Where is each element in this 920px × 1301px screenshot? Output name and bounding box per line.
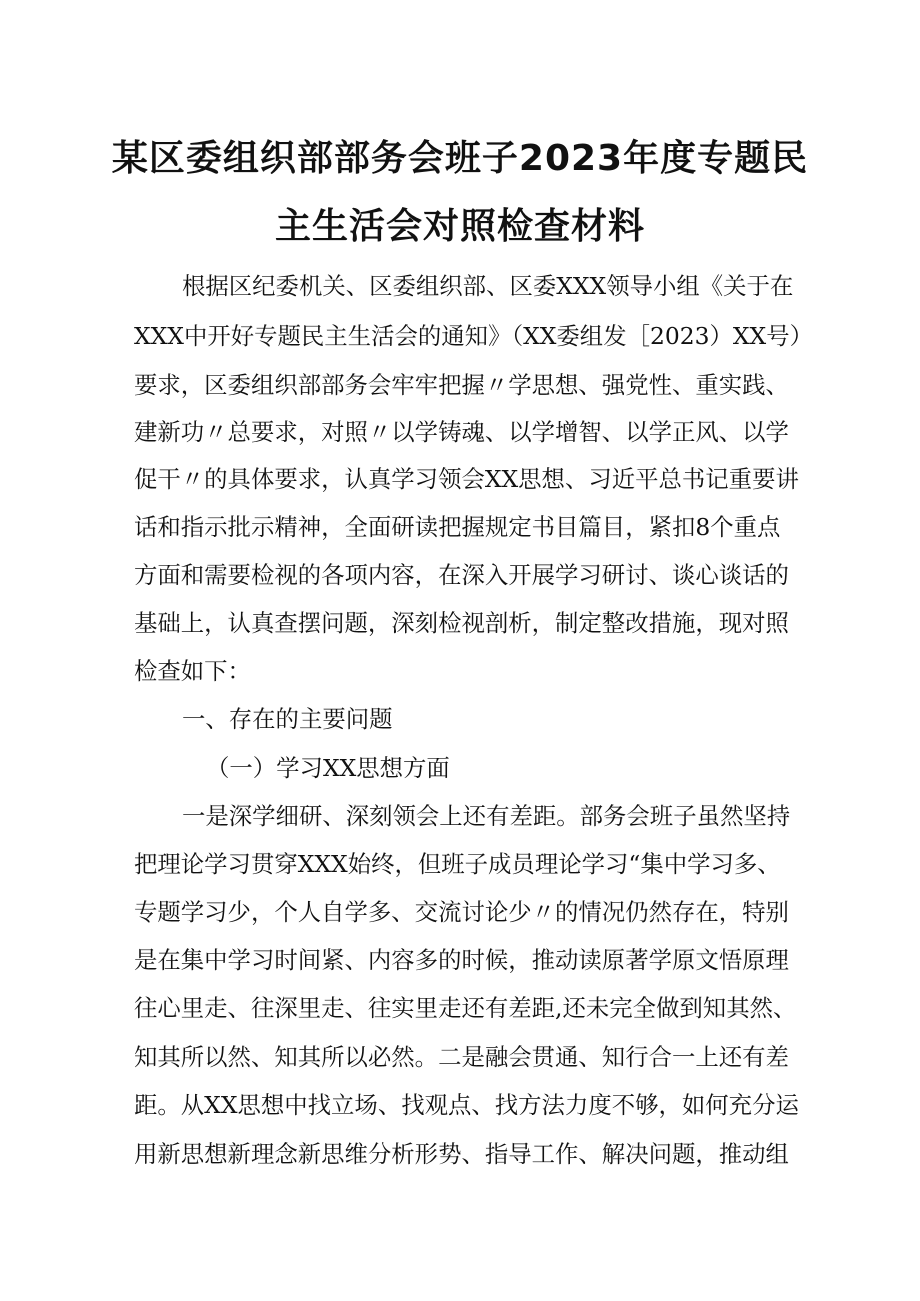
paragraph-line: 方面和需要检视的各项内容，在深入开展学习研讨、谈心谈话的	[134, 561, 789, 589]
paragraph-line: 把理论学习贯穿XXX始终，但班子成员理论学习“集中学习多、	[134, 850, 781, 878]
paragraph-line: 用新思想新理念新思维分析形势、指导工作、解决问题，推动组	[134, 1140, 789, 1168]
document-title-line-1: 某区委组织部部务会班子2023年度专题民	[111, 138, 809, 179]
paragraph-line: 话和指示批示精神，全面研读把握规定书目篇目，紧扣8个重点	[134, 513, 781, 541]
document-title-line-2: 主生活会对照检查材料	[274, 206, 645, 247]
paragraph-line: 一是深学细研、深刻领会上还有差距。部务会班子虽然坚持	[182, 802, 791, 830]
paragraph-line: 知其所以然、知其所以必然。二是融会贯通、知行合一上还有差	[134, 1043, 789, 1071]
paragraph-line: 距。从XX思想中找立场、找观点、找方法力度不够，如何充分运	[134, 1091, 799, 1119]
paragraph-line: 检查如下：	[134, 657, 251, 685]
paragraph-line: 根据区纪委机关、区委组织部、区委XXX领导小组《关于在	[182, 272, 794, 300]
section-heading: 一、存在的主要问题	[182, 705, 393, 733]
paragraph-line: 建新功〃总要求，对照〃以学铸魂、以学增智、以学正风、以学	[134, 418, 789, 446]
subsection-heading: （一）学习XX思想方面	[206, 754, 450, 782]
paragraph-line: 往心里走、往深里走、往实里走还有差距,还未完全做到知其然、	[134, 994, 797, 1022]
paragraph-line: 基础上，认真查摆问题，深刻检视剖析，制定整改措施，现对照	[134, 609, 789, 637]
paragraph-line: 是在集中学习时间紧、内容多的时候，推动读原著学原文悟原理	[134, 946, 789, 974]
paragraph-line: 专题学习少，个人自学多、交流讨论少〃的情况仍然存在，特别	[134, 898, 789, 926]
paragraph-line: XXX中开好专题民主生活会的通知》（XX委组发［2023）XX号）	[134, 322, 813, 350]
paragraph-line: 促干〃的具体要求，认真学习领会XX思想、习近平总书记重要讲	[134, 465, 799, 493]
paragraph-line: 要求，区委组织部部务会牢牢把握〃学思想、强党性、重实践、	[134, 371, 789, 399]
